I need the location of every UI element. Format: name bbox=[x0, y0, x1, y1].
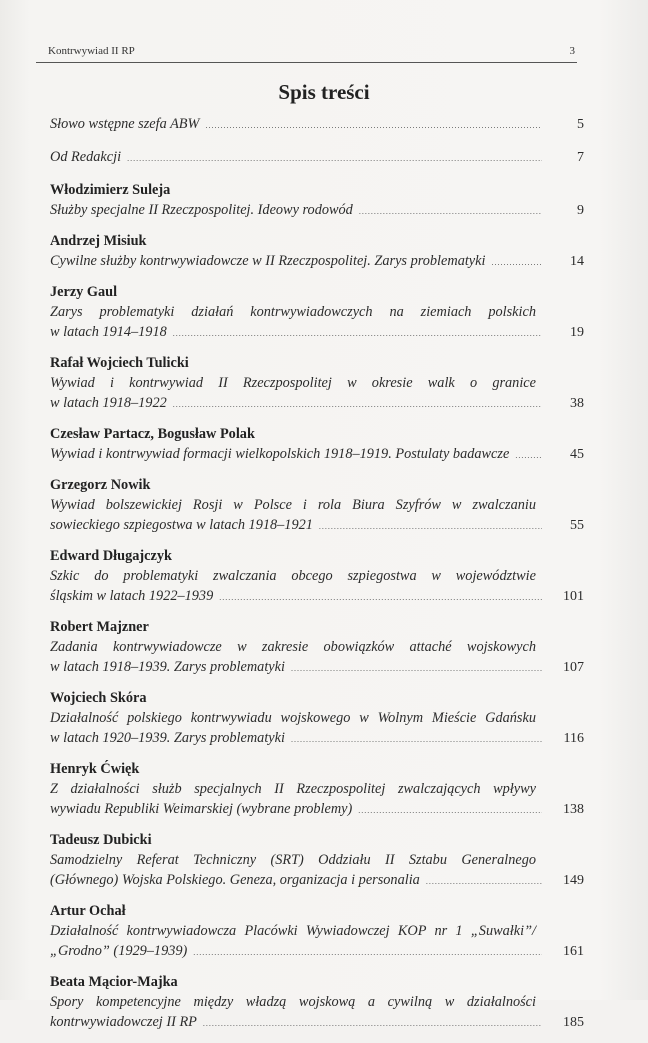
toc-entry-title: w latach 1918–1939. Zarys problematyki bbox=[50, 659, 285, 675]
toc-entry bbox=[50, 231, 584, 273]
toc-entry-page-number: 107 bbox=[563, 660, 584, 675]
toc-entry bbox=[50, 475, 584, 537]
toc-entry-author: Rafał Wojciech Tulicki bbox=[50, 355, 189, 371]
toc-entry-title-line: Zadania kontrwywiadowcze w zakresie obowiązków attaché wojskowych bbox=[50, 639, 536, 655]
toc-entry-title: Służby specjalne II Rzeczpospolitej. Ideowy rodowód bbox=[50, 202, 353, 218]
dot-leader bbox=[173, 324, 542, 344]
toc-entry-author: Andrzej Misiuk bbox=[50, 233, 147, 249]
dot-leader bbox=[219, 588, 542, 608]
toc-entry-page-number: 116 bbox=[563, 731, 584, 746]
toc-entry-page-number: 38 bbox=[570, 396, 584, 411]
toc-entry-title-line bbox=[50, 586, 584, 608]
toc-entry-author: Wojciech Skóra bbox=[50, 690, 147, 706]
dot-leader bbox=[203, 1014, 542, 1034]
toc-title: Spis treści bbox=[278, 80, 370, 104]
dot-leader bbox=[358, 801, 542, 821]
toc-entry bbox=[50, 830, 584, 892]
toc-entry-title: sowieckiego szpiegostwa w latach 1918–1921 bbox=[50, 517, 313, 533]
toc-entry bbox=[50, 759, 584, 821]
toc-entry bbox=[50, 688, 584, 750]
toc-entry-title: Wywiad i kontrwywiad formacji wielkopolskich 1918–1919. Postulaty badawcze bbox=[50, 446, 510, 462]
toc-entry-page-number: 149 bbox=[563, 873, 584, 888]
toc-entry-title-line bbox=[50, 870, 584, 892]
toc-entry bbox=[50, 617, 584, 679]
toc-entry-page-number: 19 bbox=[570, 325, 584, 340]
running-head-page-number: 3 bbox=[569, 45, 575, 57]
toc-entry-title-line: Zarys problematyki działań kontrwywiadowczych na ziemiach polskich bbox=[50, 304, 536, 320]
toc-entry-page-number: 185 bbox=[563, 1015, 584, 1030]
toc-entry-title-line bbox=[50, 251, 584, 273]
toc-entry-page-number: 55 bbox=[570, 518, 584, 533]
toc-entry bbox=[50, 972, 584, 1034]
toc-entry bbox=[50, 147, 584, 169]
toc-entry bbox=[50, 180, 584, 222]
dot-leader bbox=[319, 517, 542, 537]
toc-entry-author: Grzegorz Nowik bbox=[50, 477, 151, 493]
toc-entry-title-line: Z działalności służb specjalnych II Rzeczpospolitej zwalczających wpływy bbox=[50, 781, 536, 797]
dot-leader bbox=[291, 659, 542, 679]
toc-entry bbox=[50, 353, 584, 415]
toc-entry-author: Czesław Partacz, Bogusław Polak bbox=[50, 426, 255, 442]
toc-entry-title: w latach 1918–1922 bbox=[50, 395, 167, 411]
toc-entry-title-line bbox=[50, 393, 584, 415]
toc-entry bbox=[50, 282, 584, 344]
toc-entry-author: Jerzy Gaul bbox=[50, 284, 118, 300]
toc-entry-title: Słowo wstępne szefa ABW bbox=[50, 116, 200, 132]
toc-entry-page-number: 45 bbox=[570, 447, 584, 462]
toc-entry-title-line bbox=[50, 657, 584, 679]
toc-entry-title-line bbox=[50, 444, 584, 466]
toc-entry-title-line bbox=[50, 941, 584, 963]
toc-entry-title-line: Szkic do problematyki zwalczania obcego szpiegostwa w województwie bbox=[50, 568, 536, 584]
toc-entry-author: Edward Długajczyk bbox=[50, 548, 172, 564]
toc-entry-title-line bbox=[50, 728, 584, 750]
dot-leader bbox=[491, 253, 542, 273]
header-rule bbox=[36, 62, 577, 63]
toc-entry-page-number: 7 bbox=[577, 150, 584, 165]
toc-entry-title: Cywilne służby kontrwywiadowcze w II Rzeczpospolitej. Zarys problematyki bbox=[50, 253, 486, 269]
toc-entry-page-number: 5 bbox=[577, 117, 584, 132]
toc-entry bbox=[50, 546, 584, 608]
toc-entry-title-line: Działalność kontrwywiadowcza Placówki Wywiadowczej KOP nr 1 „Suwałki”/ bbox=[50, 923, 536, 939]
toc-entry-title: śląskim w latach 1922–1939 bbox=[50, 588, 214, 604]
toc-entry bbox=[50, 424, 584, 466]
toc-entry-title: kontrwywiadowczej II RP bbox=[50, 1014, 197, 1030]
table-of-contents bbox=[50, 114, 584, 1043]
toc-entry-title-line bbox=[50, 515, 584, 537]
toc-entry-title: w latach 1914–1918 bbox=[50, 324, 167, 340]
toc-entry-title-line bbox=[50, 114, 584, 136]
toc-entry-author: Włodzimierz Suleja bbox=[50, 182, 171, 198]
toc-entry-page-number: 14 bbox=[570, 254, 584, 269]
toc-entry-title-line: Wywiad bolszewickiej Rosji w Polsce i rola Biura Szyfrów w zwalczaniu bbox=[50, 497, 536, 513]
toc-entry-page-number: 161 bbox=[563, 944, 584, 959]
dot-leader bbox=[173, 395, 542, 415]
toc-entry-title-line: Spory kompetencyjne między władzą wojskową a cywilną w działalności bbox=[50, 994, 536, 1010]
toc-entry-author: Beata Mącior-Majka bbox=[50, 974, 178, 990]
toc-entry-title: (Głównego) Wojska Polskiego. Geneza, organizacja i personalia bbox=[50, 872, 420, 888]
toc-entry-title-line bbox=[50, 322, 584, 344]
toc-entry-author: Artur Ochał bbox=[50, 903, 126, 919]
toc-entry-author: Henryk Ćwięk bbox=[50, 761, 140, 777]
running-head-title: Kontrwywiad II RP bbox=[48, 45, 135, 57]
toc-entry-title-line bbox=[50, 147, 584, 169]
toc-entry-title: wywiadu Republiki Weimarskiej (wybrane problemy) bbox=[50, 801, 353, 817]
toc-entry-title-line: Działalność polskiego kontrwywiadu wojskowego w Wolnym Mieście Gdańsku bbox=[50, 710, 536, 726]
dot-leader bbox=[426, 872, 542, 892]
toc-entry-title-line: Samodzielny Referat Techniczny (SRT) Oddziału II Sztabu Generalnego bbox=[50, 852, 536, 868]
toc-entry bbox=[50, 901, 584, 963]
dot-leader bbox=[359, 202, 542, 222]
toc-entry-title-line bbox=[50, 200, 584, 222]
toc-entry-title: „Grodno” (1929–1939) bbox=[50, 943, 188, 959]
dot-leader bbox=[127, 149, 542, 169]
toc-entry-title-line bbox=[50, 799, 584, 821]
dot-leader bbox=[193, 943, 542, 963]
toc-entry-author: Tadeusz Dubicki bbox=[50, 832, 152, 848]
toc-entry bbox=[50, 114, 584, 136]
toc-entry-author: Robert Majzner bbox=[50, 619, 149, 635]
toc-entry-page-number: 138 bbox=[563, 802, 584, 817]
dot-leader bbox=[291, 730, 542, 750]
toc-entry-title-line: Wywiad i kontrwywiad II Rzeczpospolitej w okresie walk o granice bbox=[50, 375, 536, 391]
dot-leader bbox=[205, 116, 542, 136]
toc-entry-page-number: 9 bbox=[577, 203, 584, 218]
toc-entry-title: w latach 1920–1939. Zarys problematyki bbox=[50, 730, 285, 746]
toc-entry-title: Od Redakcji bbox=[50, 149, 122, 165]
toc-entry-page-number: 101 bbox=[563, 589, 584, 604]
toc-entry-title-line bbox=[50, 1012, 584, 1034]
dot-leader bbox=[515, 446, 542, 466]
